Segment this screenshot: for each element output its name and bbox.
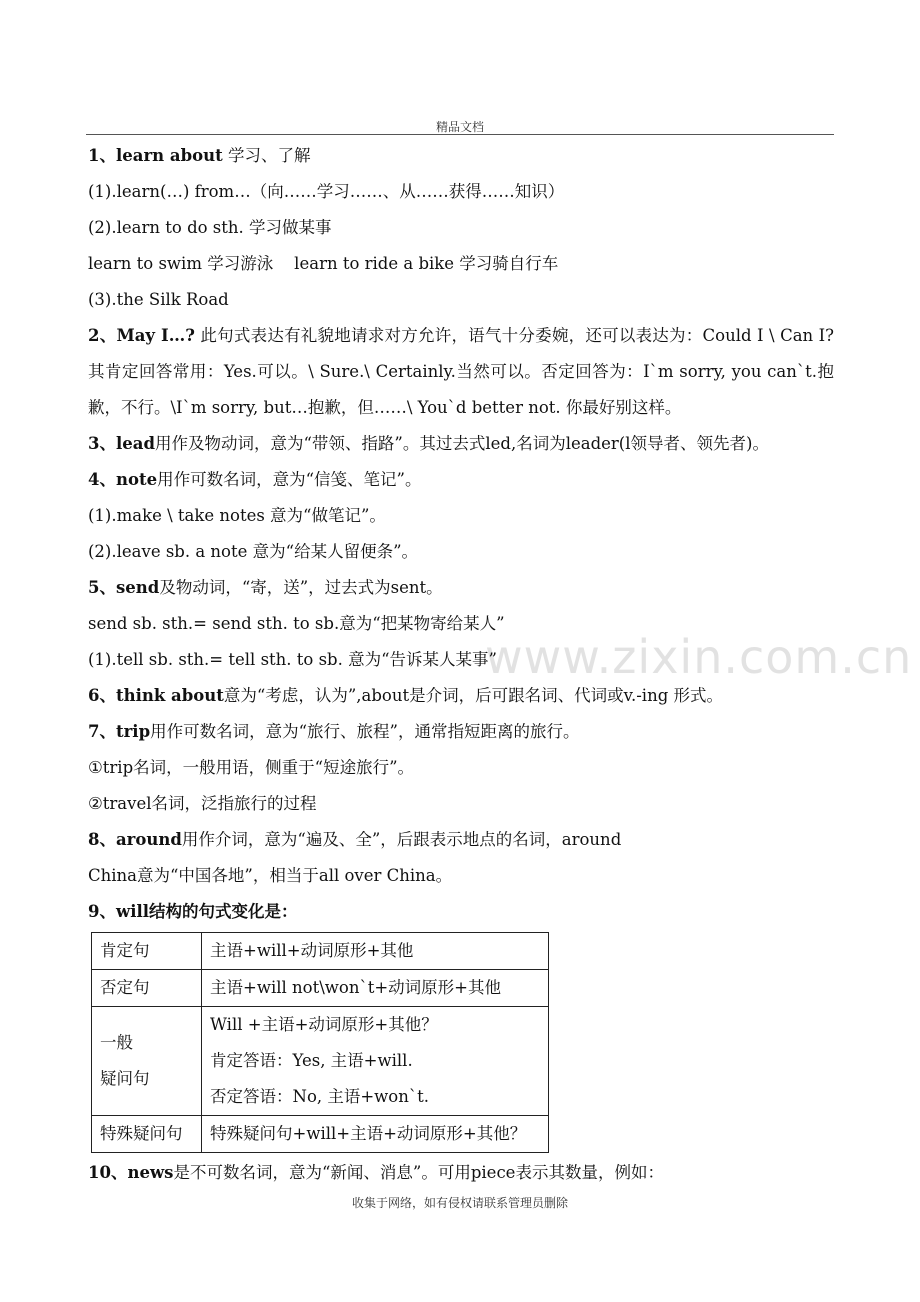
table-cell-form: 主语+will not\won`t+动词原形+其他: [202, 970, 549, 1007]
item-term: learn about: [115, 146, 223, 165]
item-number: 10、: [88, 1163, 128, 1182]
item-desc: 用作可数名词，意为“旅行、旅程”，通常指短距离的旅行。: [150, 722, 580, 741]
item-2: [88, 318, 834, 426]
text-line: China意为“中国各地”，相当于all over China。: [88, 866, 453, 885]
item-number: 6、: [88, 686, 116, 705]
item-number: 5、: [88, 578, 116, 597]
document-body: [88, 138, 834, 1191]
item-number: 7、: [88, 722, 116, 741]
item-number: 3、: [88, 434, 116, 453]
text-line: send sb. sth.= send sth. to sb.意为“把某物寄给某人”: [88, 614, 505, 633]
item-desc: 用作可数名词，意为“信笺、笔记”。: [157, 470, 422, 489]
page-header: 精品文档: [435, 120, 484, 134]
item-term: trip: [115, 722, 151, 741]
text-line: (3).the Silk Road: [88, 290, 229, 309]
cell-line: 否定答语：No, 主语+won`t.: [210, 1087, 429, 1106]
item-number: 9、: [88, 902, 116, 921]
item-9: [88, 894, 834, 930]
item-3: [88, 426, 834, 462]
item-number: 2、: [88, 326, 117, 345]
cell-line: 疑问句: [100, 1069, 150, 1088]
item-desc: 用作介词，意为“遍及、全”，后跟表示地点的名词，around: [181, 830, 622, 849]
table-cell-form: [202, 1007, 549, 1116]
item-term: May I…?: [116, 326, 195, 345]
watermark: www.zixin.com.cn: [485, 630, 913, 684]
table-cell-type: 特殊疑问句: [92, 1116, 202, 1153]
text-line: ②travel名词，泛指旅行的过程: [88, 794, 317, 813]
item-10: [88, 1155, 834, 1191]
item-8: [88, 822, 834, 858]
item-term: around: [115, 830, 182, 849]
table-cell-type: 否定句: [92, 970, 202, 1007]
page-footer: 收集于网络，如有侵权请联系管理员删除: [351, 1196, 568, 1210]
text-line: learn to swim 学习游泳 learn to ride a bike 学习骑自行车: [88, 254, 559, 273]
item-number: 4、: [88, 470, 116, 489]
item-desc: 用作及物动词，意为“带领、指路”。其过去式led,名词为leader(l领导者、领先者)。: [154, 434, 769, 453]
text-line: (1).tell sb. sth.= tell sth. to sb. 意为“告诉某人某事”: [88, 650, 497, 669]
item-5: [88, 570, 834, 606]
item-desc: 意为“考虑，认为”,about是介词，后可跟名词、代词或v.-ing 形式。: [223, 686, 724, 705]
item-desc: 此句式表达有礼貌地请求对方允许，语气十分委婉，还可以表达为：Could I \ Can I?其肯定回答常用：Yes.可以。\ Sure.\ Certainly.当然可以。否定回答为：I`m sorry, you can`t.抱歉，不行。\I`m sorry, but…抱歉，但……\ You`d better not. 你最好别这样。: [88, 326, 835, 417]
text-line: (1).learn(…) from…（向……学习……、从……获得……知识）: [88, 182, 565, 201]
item-1: [88, 138, 834, 174]
table-row: [92, 970, 549, 1007]
item-desc: 学习、了解: [222, 146, 311, 165]
item-desc: 及物动词，“寄，送”，过去式为sent。: [159, 578, 443, 597]
table-cell-type: [92, 1007, 202, 1116]
text-line: (2).leave sb. a note 意为“给某人留便条”。: [88, 542, 418, 561]
item-term: lead: [115, 434, 155, 453]
table-row: [92, 1116, 549, 1153]
cell-line: 一般: [100, 1033, 133, 1052]
text-line: ①trip名词，一般用语，侧重于“短途旅行”。: [88, 758, 415, 777]
item-term: note: [115, 470, 158, 489]
table-cell-form: 特殊疑问句+will+主语+动词原形+其他？: [202, 1116, 549, 1153]
item-term: think about: [115, 686, 224, 705]
table-row: [92, 1007, 549, 1116]
text-line: (2).learn to do sth. 学习做某事: [88, 218, 332, 237]
item-number: 1、: [88, 146, 116, 165]
table-cell-form: 主语+will+动词原形+其他: [202, 933, 549, 970]
item-desc: 是不可数名词，意为“新闻、消息”。可用piece表示其数量，例如：: [173, 1163, 664, 1182]
header-divider: [86, 134, 834, 135]
item-term: send: [115, 578, 160, 597]
table-cell-type: 肯定句: [92, 933, 202, 970]
item-6: [88, 678, 834, 714]
table-row: [92, 933, 549, 970]
item-term: news: [127, 1163, 174, 1182]
cell-line: 肯定答语：Yes, 主语+will.: [210, 1051, 413, 1070]
item-term: will结构的句式变化是：: [115, 902, 298, 921]
item-4: [88, 462, 834, 498]
cell-line: Will +主语+动词原形+其他？: [210, 1015, 438, 1034]
will-structure-table: [91, 932, 549, 1153]
item-number: 8、: [88, 830, 116, 849]
text-line: (1).make \ take notes 意为“做笔记”。: [88, 506, 386, 525]
item-7: [88, 714, 834, 750]
